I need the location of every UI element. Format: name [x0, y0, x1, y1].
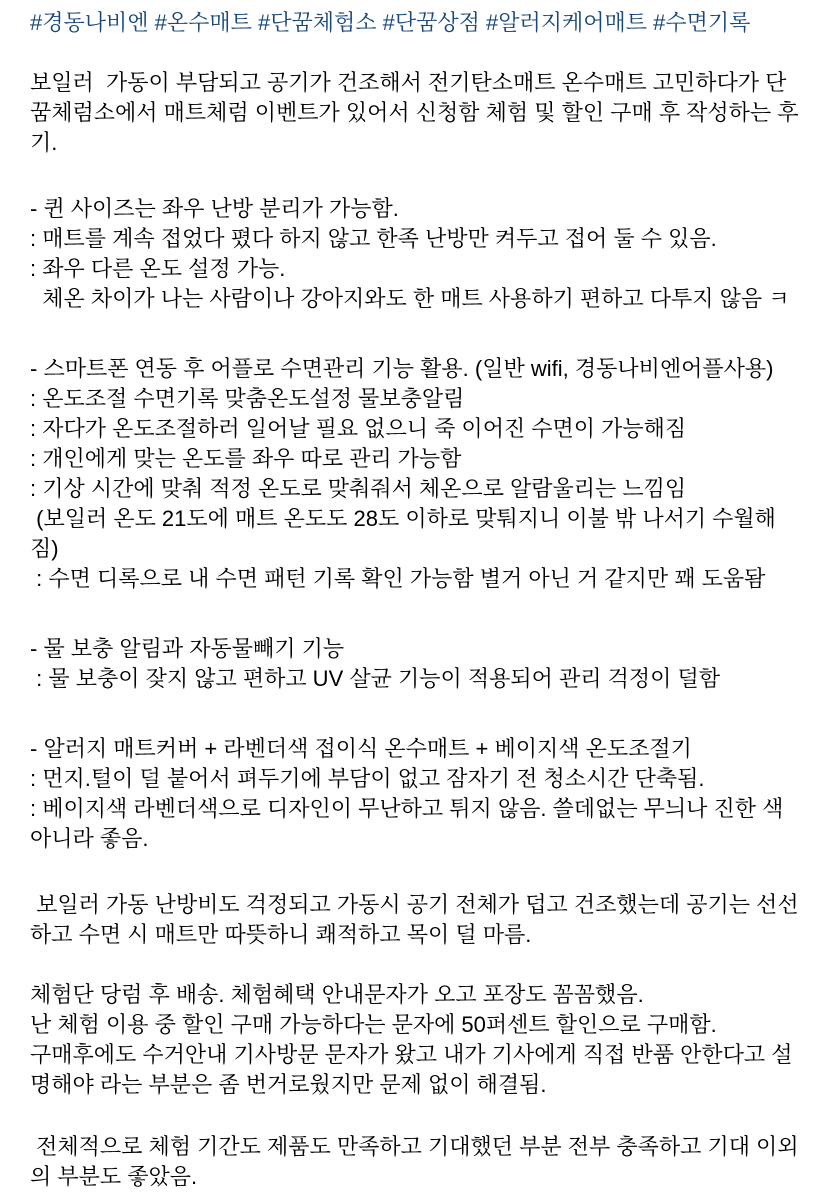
- hashtag-link[interactable]: #경동나비엔: [30, 10, 149, 35]
- paragraph: : 매트를 계속 접었다 폈다 하지 않고 한족 난방만 켜두고 접어 둘 수 있음.: [30, 226, 717, 251]
- paragraph: - 물 보충 알림과 자동물빼기 기능: [30, 636, 345, 661]
- paragraph: 구매후에도 수거안내 기사방문 문자가 왔고 내가 기사에게 직접 반품 안한다고 설명해야 라는 부분은 좀 번거로웠지만 문제 없이 해결됨.: [30, 1042, 793, 1097]
- hashtag-link[interactable]: #단꿈상점: [382, 10, 480, 35]
- paragraph: (보일러 온도 21도에 매트 온도도 28도 이하로 맞퉈지니 이불 밖 나서기 수월해짐): [30, 506, 776, 561]
- paragraph: : 물 보충이 잦지 않고 편하고 UV 살균 기능이 적용되어 관리 걱정이 덜함: [30, 666, 720, 691]
- paragraph: : 온도조절 수면기록 맞춤온도설정 물보충알림: [30, 386, 465, 411]
- paragraph: 전체적으로 체험 기간도 제품도 만족하고 기대했던 부분 전부 충족하고 기대 이외의 부분도 좋았음.: [30, 1134, 799, 1189]
- paragraph: : 베이지색 라벤더색으로 디자인이 무난하고 튀지 않음. 쓸데없는 무늬나 진한 색 아니라 좋음.: [30, 796, 790, 851]
- hashtag-link[interactable]: #온수매트: [154, 10, 252, 35]
- paragraph: 체험단 당럼 후 배송. 체험혜택 안내문자가 오고 포장도 꼼꼼했음.: [30, 982, 644, 1007]
- paragraph: 보일러 가동 난방비도 걱정되고 가동시 공기 전체가 덥고 건조했는데 공기는 선선하고 수면 시 매트만 따뜻하니 쾌적하고 목이 덜 마름.: [30, 892, 799, 947]
- paragraph: 체온 차이가 나는 사람이나 강아지와도 한 매트 사용하기 편하고 다투지 않음 ㅋ: [30, 286, 790, 311]
- paragraph: 보일러 가동이 부담되고 공기가 건조해서 전기탄소매트 온수매트 고민하다가 단꿈체럼소에서 매트체럼 이벤트가 있어서 신청함 체험 및 할인 구매 후 작성하는 후기.: [30, 70, 799, 155]
- paragraph: : 기상 시간에 맞춰 적정 온도로 맞춰줘서 체온으로 알람울리는 느낌임: [30, 476, 687, 501]
- paragraph: - 스마트폰 연동 후 어플로 수면관리 기능 활용. (일반 wifi, 경동나비엔어플사용): [30, 356, 774, 381]
- paragraph: 난 체험 이용 중 할인 구매 가능하다는 문자에 50퍼센트 할인으로 구매함.: [30, 1012, 717, 1037]
- paragraph: : 좌우 다른 온도 설정 가능.: [30, 256, 286, 281]
- paragraph: : 먼지.털이 덜 붙어서 펴두기에 부담이 없고 잠자기 전 청소시간 단축됨.: [30, 766, 705, 791]
- hashtag-link[interactable]: #단꿈체험소: [258, 10, 377, 35]
- paragraph: : 개인에게 맞는 온도를 좌우 따로 관리 가능함: [30, 446, 462, 471]
- post-body: [30, 68, 800, 1192]
- hashtag-link[interactable]: #알러지케어매트: [486, 10, 647, 35]
- hashtag-row: [30, 8, 800, 38]
- paragraph: - 알러지 매트커버 + 라벤더색 접이식 온수매트 + 베이지색 온도조절기: [30, 736, 692, 761]
- paragraph: : 자다가 온도조절하러 일어날 필요 없으니 죽 이어진 수면이 가능해짐: [30, 416, 687, 441]
- paragraph: - 퀸 사이즈는 좌우 난방 분리가 가능함.: [30, 196, 399, 221]
- paragraph: : 수면 디록으로 내 수면 패턴 기록 확인 가능함 별거 아닌 거 같지만 꽤 도움돰: [30, 566, 766, 591]
- hashtag-link[interactable]: #수면기록: [653, 10, 751, 35]
